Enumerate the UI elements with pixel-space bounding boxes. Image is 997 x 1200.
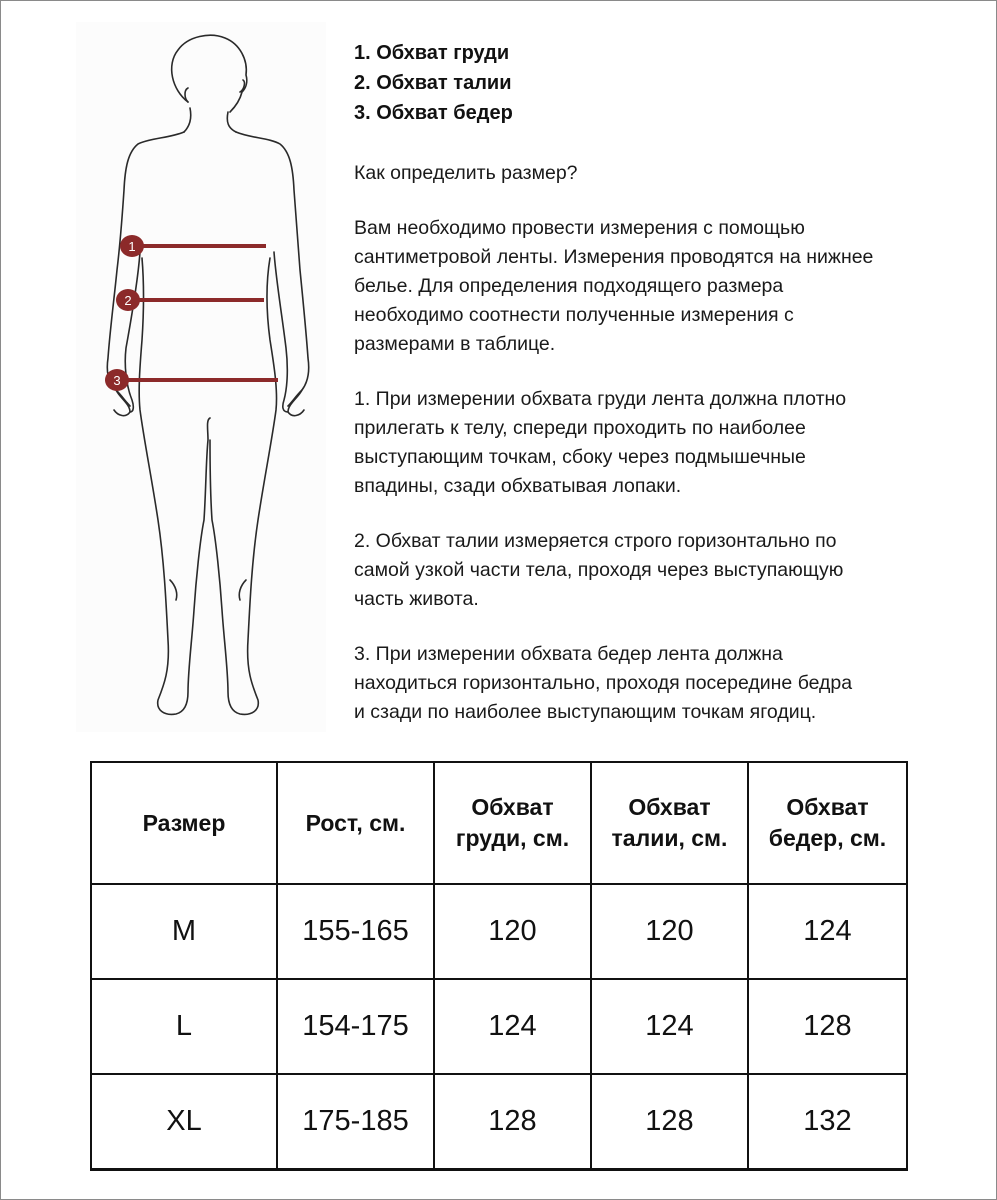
marker-1 bbox=[120, 235, 144, 257]
marker-2-label: 2 bbox=[124, 293, 132, 308]
waist-line: самой узкой части тела, проходя через выступающую bbox=[354, 559, 844, 581]
chest-line: выступающим точкам, сбоку через подмышечные bbox=[354, 446, 806, 468]
header-waist: Обхват талии, см. bbox=[591, 762, 748, 884]
cell-chest: 124 bbox=[434, 979, 591, 1074]
cell-hips: 128 bbox=[748, 979, 907, 1074]
table-row bbox=[91, 884, 907, 979]
marker-3 bbox=[105, 369, 129, 391]
chest-line: прилегать к телу, спереди проходить по наиболее bbox=[354, 417, 806, 439]
hips-instructions bbox=[354, 640, 954, 727]
cell-chest: 128 bbox=[434, 1074, 591, 1170]
waist-line: 2. Обхват талии измеряется строго горизонтально по bbox=[354, 530, 837, 552]
legend-waist: 2. Обхват талии bbox=[354, 72, 512, 94]
instructions-column bbox=[354, 38, 954, 727]
cell-hips: 124 bbox=[748, 884, 907, 979]
legend-chest: 1. Обхват груди bbox=[354, 42, 510, 64]
legend-hips: 3. Обхват бедер bbox=[354, 102, 513, 124]
cell-size: M bbox=[91, 884, 277, 979]
cell-waist: 124 bbox=[591, 979, 748, 1074]
intro-line: Вам необходимо провести измерения с помощью bbox=[354, 217, 805, 239]
cell-size: XL bbox=[91, 1074, 277, 1170]
table-header-row bbox=[91, 762, 907, 884]
size-chart-table bbox=[90, 761, 908, 1171]
marker-1-label: 1 bbox=[128, 239, 136, 254]
intro-line: сантиметровой ленты. Измерения проводятся на нижнее bbox=[354, 246, 874, 268]
cell-height: 155-165 bbox=[277, 884, 434, 979]
measurement-legend bbox=[354, 38, 954, 128]
marker-3-label: 3 bbox=[113, 373, 121, 388]
body-figure-illustration bbox=[60, 20, 350, 740]
cell-waist: 128 bbox=[591, 1074, 748, 1170]
waist-instructions bbox=[354, 527, 954, 614]
hips-line: и сзади по наиболее выступающим точкам ягодиц. bbox=[354, 701, 817, 723]
header-height: Рост, см. bbox=[277, 762, 434, 884]
chest-line: впадины, сзади обхватывая лопаки. bbox=[354, 475, 682, 497]
body-outline bbox=[107, 35, 308, 714]
table-row bbox=[91, 1074, 907, 1170]
header-chest: Обхват груди, см. bbox=[434, 762, 591, 884]
cell-waist: 120 bbox=[591, 884, 748, 979]
intro-paragraph bbox=[354, 214, 954, 359]
hips-line: 3. При измерении обхвата бедер лента должна bbox=[354, 643, 783, 665]
cell-chest: 120 bbox=[434, 884, 591, 979]
marker-2 bbox=[116, 289, 140, 311]
chest-line: 1. При измерении обхвата груди лента должна плотно bbox=[354, 388, 847, 410]
intro-line: необходимо соотнести полученные измерения с bbox=[354, 304, 794, 326]
hips-line: находиться горизонтально, проходя посередине бедра bbox=[354, 672, 853, 694]
table-row bbox=[91, 979, 907, 1074]
cell-size: L bbox=[91, 979, 277, 1074]
header-hips: Обхват бедер, см. bbox=[748, 762, 907, 884]
chest-instructions bbox=[354, 385, 954, 501]
header-size: Размер bbox=[91, 762, 277, 884]
cell-hips: 132 bbox=[748, 1074, 907, 1170]
waist-line: часть живота. bbox=[354, 588, 479, 610]
cell-height: 154-175 bbox=[277, 979, 434, 1074]
cell-height: 175-185 bbox=[277, 1074, 434, 1170]
intro-line: белье. Для определения подходящего размера bbox=[354, 275, 784, 297]
how-to-title: Как определить размер? bbox=[354, 162, 578, 184]
intro-line: размерами в таблице. bbox=[354, 333, 556, 355]
